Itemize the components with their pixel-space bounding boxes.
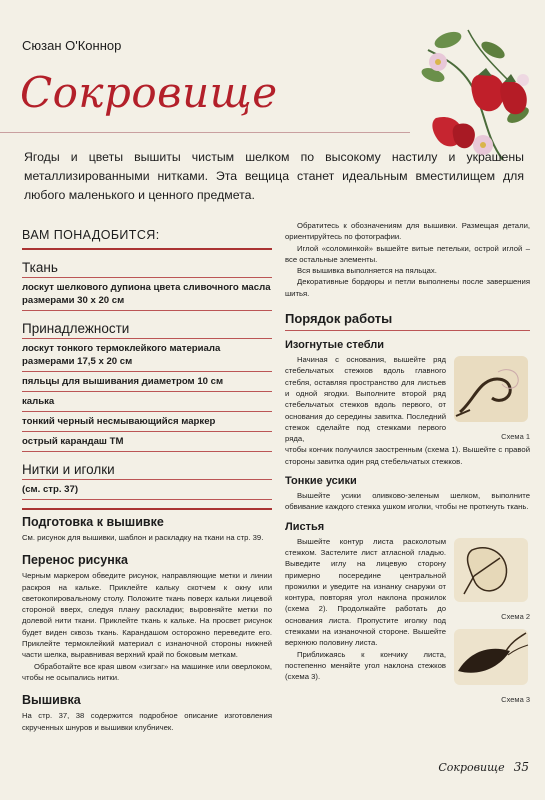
paragraph: чтобы кончик получился заостренным (схема 1). Вышейте с правой стороны завитка один ряд стебельчатых стежков.: [285, 445, 530, 466]
paragraph: Черным маркером обведите рисунок, направляющие метки и линии раскроя на кальке. Приклейте кальку скотчем к окну или светокопировальному столу. Положите ткань поверх кальки лицевой стороной вверх, следуя плану раскладки; выровняйте метки по долевой нити ткани. Приклейте ткань к кальке. На просвет рисунок будет виден сквозь ткань. Карандашом осторожно переведите его. Приклейте термоклейкий материал с изнаночной стороны нижней части шелка, выравнивая верхний край по боковым меткам.: [22, 571, 272, 660]
prep-heading: Подготовка к вышивке: [22, 508, 272, 529]
paragraph: На стр. 37, 38 содержится подробное описание изготовления скрученных шнуров и вышивки клубничек.: [22, 711, 272, 732]
leaf-diagram-image: [450, 536, 530, 606]
group-title: Нитки и иголки: [22, 462, 272, 480]
leaves-heading: Листья: [285, 520, 325, 533]
tendrils-heading: Тонкие усики: [285, 475, 357, 488]
figure-caption: Схема 1: [501, 432, 530, 442]
figure-caption: Схема 2: [501, 611, 530, 621]
transfer-text: [22, 570, 272, 683]
leaves-text: [285, 536, 446, 704]
page-number: 35: [513, 760, 529, 774]
paragraph: Вышейте усики оливково-зеленым шелком, выполните обвивание каждого стежка ушком иголки, чтобы не проткнуть ткань.: [285, 491, 530, 512]
group-title: Принадлежности: [22, 321, 272, 339]
group-title: Ткань: [22, 260, 272, 278]
paragraph: Декоративные бордюры и петли выполнены после завершения шитья.: [285, 277, 530, 298]
paragraph: Обратитесь к обозначениям для вышивки. Размещая детали, ориентируйтесь по фотографии.: [285, 221, 530, 242]
left-column: [22, 224, 272, 733]
stems-heading: Изогнутые стебли: [285, 339, 384, 352]
intro-text: Ягоды и цветы вышиты чистым шелком по высокому настилу и украшены металлизированными нитками. Эта вещица станет идеальным вместилищем для любого маленького и ценного предмета.: [24, 150, 524, 202]
transfer-heading: Перенос рисунка: [22, 553, 128, 568]
general-notes: [285, 220, 530, 299]
list-item: (см. стр. 37): [22, 480, 272, 500]
figure-caption: Схема 3: [501, 694, 530, 704]
paragraph: Приближаясь к кончику листа, постепенно меняйте угол наклона стежков (схема 3).: [285, 649, 446, 682]
page-footer: [438, 760, 529, 774]
list-item: калька: [22, 392, 272, 412]
title-divider: [0, 132, 410, 133]
list-item: лоскут шелкового дупиона цвета сливочного масла размерами 30 x 20 см: [22, 278, 272, 311]
order-heading: Порядок работы: [285, 311, 530, 331]
prep-text: [22, 532, 272, 543]
paragraph: См. рисунок для вышивки, шаблон и раскладку на ткани на стр. 39.: [22, 533, 264, 542]
stem-diagram-image: [450, 354, 530, 426]
page-title: Сокровище: [20, 68, 278, 117]
paragraph: Вышейте контур листа расколотым стежком. Застелите лист атласной гладью. Выведите иглу на лицевую сторону примерно посередине центральной прожилки и уведите на изнанку снаружи от контура, повторяя угол наклона прожилок (схема 2). Продолжайте работать до основания листа. Пропустите иголку под стежками на изнаночной стороне. Вышейте верхнюю половину листа.: [285, 536, 446, 648]
list-item: пяльцы для вышивания диаметром 10 см: [22, 372, 272, 392]
list-item: лоскут тонкого термоклейкого материала размерами 17,5 x 20 см: [22, 339, 272, 372]
list-item: острый карандаш ТМ: [22, 432, 272, 452]
needs-heading: ВАМ ПОНАДОБИТСЯ:: [22, 224, 272, 250]
list-item: тонкий черный несмывающийся маркер: [22, 412, 272, 432]
tendrils-text: [285, 490, 530, 513]
paragraph: Вся вышивка выполняется на пяльцах.: [297, 266, 437, 276]
paragraph: Обработайте все края швом «зигзаг» на машинке или оверлоком, чтобы не осыпались нитки.: [22, 661, 272, 682]
embroidery-text: [22, 710, 272, 733]
paragraph: Иглой «соломинкой» вышейте витые петельки, острой иглой – все остальные элементы.: [285, 243, 530, 264]
figure-1: [450, 354, 530, 444]
embroidery-heading: Вышивка: [22, 693, 81, 708]
right-column: [285, 220, 530, 704]
group-fabric: [22, 260, 272, 311]
figure-2-3: [450, 536, 530, 704]
stems-section: [285, 354, 530, 444]
author-name: Сюзан О'Коннор: [22, 38, 122, 53]
stems-text-cont: [285, 444, 530, 467]
paragraph: Начиная с основания, вышейте ряд стебельчатых стежков вдоль главного стебля, оставляя пространство для листьев и одной ягодки. Выполните второй ряд стебельчатых стежков вдоль первого, от основания до середины завитка. Последний стежок сделайте под стежками первого ряда,: [285, 355, 446, 444]
group-threads: [22, 462, 272, 500]
leaf-stitch-image: [450, 627, 530, 689]
stems-text: [285, 354, 446, 444]
footer-title: Сокровище: [438, 761, 505, 774]
leaves-section: [285, 536, 530, 704]
group-supplies: [22, 321, 272, 452]
